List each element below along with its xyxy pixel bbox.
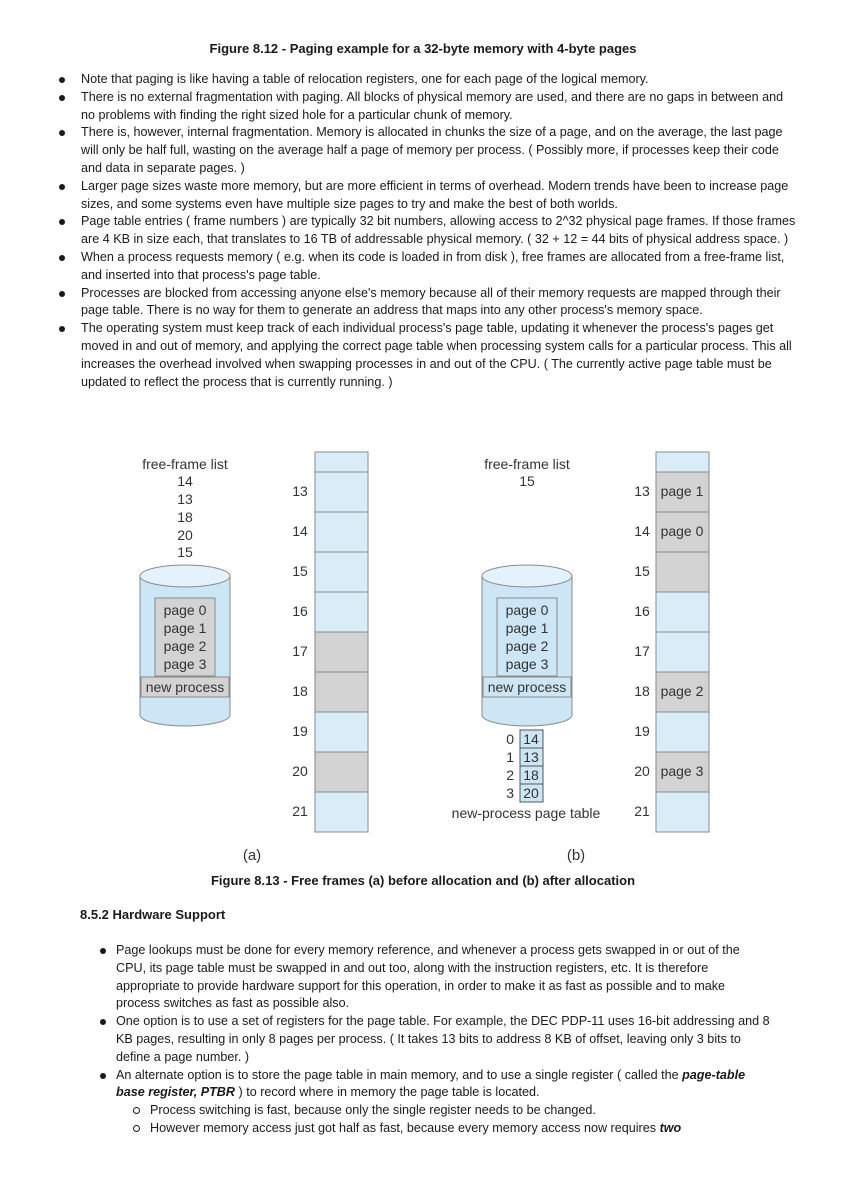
figure-8-12-caption: Figure 8.12 - Paging example for a 32-byte memory with 4-byte pages <box>209 41 637 56</box>
panel-label-a: (a) <box>242 847 262 864</box>
list-item <box>90 1067 770 1138</box>
disk-page-label: page 3 <box>505 656 549 672</box>
free-list-entry: 15 <box>519 473 535 489</box>
frame-number: 20 <box>634 763 650 779</box>
disk-page-label: page 2 <box>505 638 549 654</box>
disk-page-label: page 0 <box>505 602 549 618</box>
frame-number: 19 <box>292 723 308 739</box>
free-frames-diagram <box>0 440 846 870</box>
page-table-frame: 13 <box>523 749 539 765</box>
frame-page-label: page 2 <box>660 683 704 699</box>
free-frame-list-title-a: free-frame list <box>142 456 228 472</box>
figure-8-13-caption: Figure 8.13 - Free frames (a) before allocation and (b) after allocation <box>210 873 636 888</box>
frame-page-label: page 0 <box>660 523 704 539</box>
two-emphasis: two <box>659 1120 682 1135</box>
disk-cylinder-b <box>482 565 572 726</box>
hardware-support-list <box>90 942 770 1138</box>
page-table-frame: 20 <box>523 785 539 801</box>
frame-number: 16 <box>634 603 650 619</box>
new-process-label: new process <box>487 679 567 695</box>
memory-frames-a <box>315 452 368 832</box>
list-item: There is, however, internal fragmentation. Memory is allocated in chunks the size of a page, and on the average, the last page will only be half full, wasting on the average half a page of memory per process. ( Possibly more, if processes keep their code and data in separate pages. ) <box>54 124 800 177</box>
ptbr-emphasis: page-table base register, PTBR <box>116 1067 746 1100</box>
sub-item-text: However memory access just got half as fast, because every memory access now requires <box>150 1120 660 1135</box>
frame-number: 13 <box>292 483 308 499</box>
frame-number: 20 <box>292 763 308 779</box>
frame-number: 14 <box>292 523 308 539</box>
page-table-index: 1 <box>506 749 514 765</box>
free-list-entry: 18 <box>177 509 193 525</box>
page-table-frame: 14 <box>523 731 539 747</box>
free-list-entry: 15 <box>177 544 193 560</box>
frame-page-label: page 1 <box>660 483 704 499</box>
free-list-entry: 13 <box>177 491 193 507</box>
frame-number: 18 <box>634 683 650 699</box>
frame-number: 14 <box>634 523 650 539</box>
frame-number: 13 <box>634 483 650 499</box>
list-item: When a process requests memory ( e.g. when its code is loaded in from disk ), free frames are allocated from a free-frame list, and inserted into that process's page table. <box>54 249 800 285</box>
list-item: Processes are blocked from accessing anyone else's memory because all of their memory requests are mapped through their page table. There is no way for them to generate an address that maps into any other process's memory space. <box>54 285 800 321</box>
page-table-index: 2 <box>506 767 514 783</box>
disk-page-label: page 2 <box>163 638 207 654</box>
frame-number: 21 <box>634 803 650 819</box>
ptbr-text-before: An alternate option is to store the page table in main memory, and to use a single register ( called the <box>116 1067 683 1082</box>
list-item: Page table entries ( frame numbers ) are typically 32 bit numbers, allowing access to 2^32 physical page frames. If those frames are 4 KB in size each, that translates to 16 TB of addressable physical memory. ( 32 + 12 = 44 bits of physical address space. ) <box>54 213 800 249</box>
frame-number: 17 <box>292 643 308 659</box>
page-table-frame: 18 <box>523 767 539 783</box>
frame-number: 21 <box>292 803 308 819</box>
free-list-entry: 14 <box>177 473 193 489</box>
list-item: There is no external fragmentation with paging. All blocks of physical memory are used, and there are no gaps in between and no problems with finding the right sized hole for a particular chunk of memory. <box>54 89 800 125</box>
memory-frames-b <box>656 452 709 832</box>
frame-number: 16 <box>292 603 308 619</box>
section-heading: 8.5.2 Hardware Support <box>80 907 226 922</box>
frame-number: 15 <box>634 563 650 579</box>
frame-number: 15 <box>292 563 308 579</box>
sub-list-item <box>116 1120 770 1138</box>
list-item: Page lookups must be done for every memory reference, and whenever a process gets swapped in or out of the CPU, its page table must be swapped in and out too, along with the instruction registers, etc. It is therefore appropriate to provide hardware support for this operation, in order to make it as fast as possible and to make process switches as fast as possible also. <box>90 942 770 1013</box>
list-item: Larger page sizes waste more memory, but are more efficient in terms of overhead. Modern trends have been to increase page sizes, and some systems even have multiple size pages to try and make the best of both worlds. <box>54 178 800 214</box>
free-frame-list-title-b: free-frame list <box>484 456 570 472</box>
frame-page-label: page 3 <box>660 763 704 779</box>
frame-number: 19 <box>634 723 650 739</box>
paging-notes-list <box>54 71 800 391</box>
free-list-entry: 20 <box>177 527 193 543</box>
list-item: The operating system must keep track of each individual process's page table, updating it whenever the process's pages get moved in and out of memory, and applying the correct page table when processing system calls for a particular process. This all increases the overhead involved when swapping processes in and out of the CPU. ( The currently active page table must be updated to reflect the process that is currently running. ) <box>54 320 800 391</box>
panel-label-b: (b) <box>566 847 586 864</box>
ptbr-text-after: ) to record where in memory the page table is located. <box>235 1085 540 1100</box>
disk-page-label: page 3 <box>163 656 207 672</box>
frame-number: 18 <box>292 683 308 699</box>
new-process-page-table <box>452 730 601 821</box>
sub-list-item: Process switching is fast, because only the single register needs to be changed. <box>116 1102 770 1120</box>
page-table-label: new-process page table <box>451 805 601 821</box>
new-process-label: new process <box>145 679 225 695</box>
page-table-index: 3 <box>506 785 514 801</box>
page-table-index: 0 <box>506 731 514 747</box>
frame-number: 17 <box>634 643 650 659</box>
list-item: Note that paging is like having a table of relocation registers, one for each page of the logical memory. <box>54 71 800 89</box>
disk-page-label: page 1 <box>163 620 207 636</box>
disk-page-label: page 0 <box>163 602 207 618</box>
disk-page-label: page 1 <box>505 620 549 636</box>
disk-cylinder-a <box>140 565 230 726</box>
list-item: One option is to use a set of registers for the page table. For example, the DEC PDP-11 uses 16-bit addressing and 8 KB pages, resulting in only 8 pages per process. ( It takes 13 bits to address 8 KB of offset, leaving only 3 bits to define a page number. ) <box>90 1013 770 1066</box>
ptbr-sub-list <box>116 1102 770 1138</box>
